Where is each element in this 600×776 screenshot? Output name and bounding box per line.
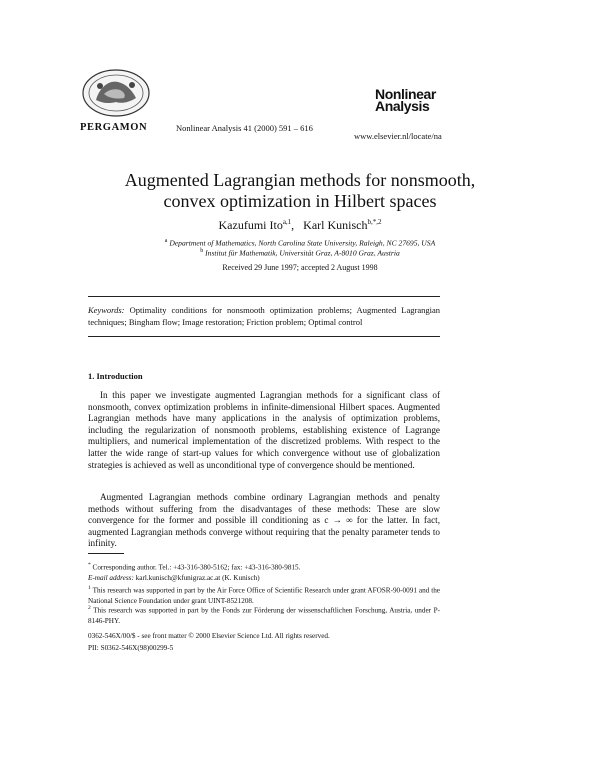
- keywords-label: Keywords:: [88, 305, 125, 315]
- affiliation: [60, 248, 540, 258]
- footnote-mark: 2: [88, 605, 91, 611]
- section-heading: 1. Introduction: [88, 371, 143, 381]
- author-name: Kazufumi Ito: [218, 218, 283, 232]
- footnote-text: Corresponding author. Tel.: +43-316-380-5162; fax: +43-316-380-9815.: [92, 563, 301, 572]
- journal-url[interactable]: www.elsevier.nl/locate/na: [354, 131, 442, 141]
- footnote-rule: [88, 553, 124, 554]
- affiliation-text: Institut für Mathematik, Universität Graz, A-8010 Graz, Austria: [205, 248, 400, 258]
- pii-line: PII: S0362-546X(98)00299-5: [88, 644, 174, 652]
- affiliation-mark: b: [200, 248, 204, 254]
- footnote-2: [88, 603, 440, 626]
- keywords-text: Optimality conditions for nonsmooth optimization problems; Augmented Lagrangian techniques; Bingham flow; Image restoration; Friction problem; Optimal control: [88, 305, 440, 327]
- journal-logo-line1: Nonlinear: [375, 86, 436, 102]
- received-dates: Received 29 June 1997; accepted 2 August 1998: [222, 263, 378, 272]
- keywords-bottom-rule: [88, 336, 440, 337]
- email-address[interactable]: karl.kunisch@kfunigraz.ac.at (K. Kunisch): [135, 573, 260, 582]
- email-label: E-mail address:: [88, 573, 134, 582]
- journal-logo: [375, 88, 455, 112]
- pergamon-seal-logo: [80, 68, 152, 118]
- author-list: Kazufumi Ito$^{a,1}$, Karl Kunisch$^{b,*,2}$: [218, 218, 382, 232]
- affiliation-mark: a: [164, 238, 168, 244]
- author-name: Karl Kunisch: [303, 218, 368, 232]
- footnote-text: This research was supported in part by the Air Force Office of Scientific Research under grant AFOSR-90-0091 and the National Science Foundation under grant UINT-8521208.: [88, 586, 441, 605]
- author-marks: b,*,2: [367, 218, 382, 226]
- title-line-2: convex optimization in Hilbert spaces: [163, 191, 437, 211]
- footnote-text: This research was supported in part by the Fonds zur Förderung der wissenschaftlichen Forschung, Austria, under P-8146-PHY.: [88, 606, 440, 625]
- title-line-1: Augmented Lagrangian methods for nonsmooth,: [124, 170, 476, 190]
- journal-logo-line2: Analysis: [375, 98, 430, 114]
- copyright-line: 0362-546X/00/$ - see front matter © 2000 Elsevier Science Ltd. All rights reserved.: [88, 632, 330, 640]
- footnote-mark: *: [88, 562, 91, 568]
- affiliation-text: Department of Mathematics, North Carolina State University, Raleigh, NC 27695, USA: [169, 238, 436, 248]
- affiliation: [60, 238, 540, 248]
- footnote-corresponding: [88, 560, 440, 583]
- footnote-mark: 1: [88, 585, 91, 591]
- article-title: [60, 170, 540, 212]
- journal-citation: Nonlinear Analysis 41 (2000) 591 – 616: [176, 123, 313, 133]
- intro-paragraph-1: In this paper we investigate augmented Lagrangian methods for a significant class of nonsmooth, convex optimization problems in infinite-dimensional Hilbert spaces. Augmented Lagrangian methods have many applications in the analysis of optimization problems, including the regularization of nonsmooth problems, establishing existence of Lagrange multipliers, and numerical implementation of the discretized problems. With respect to the latter the wide range of start-up values for which convergence without use of globalization strategies is achieved as well as unconditional type of convergence should be mentioned.: [88, 390, 440, 470]
- intro-paragraph-2: Augmented Lagrangian methods combine ordinary Lagrangian methods and penalty methods without suffering from the disadvantages of these methods: These are slow convergence for the former and possible ill conditioning as c → ∞ for the latter. In fact, augmented Lagrangian methods converge without requiring that the penalty parameter tends to infinity.: [88, 492, 440, 549]
- keywords-top-rule: [88, 296, 440, 297]
- keywords-block: [88, 304, 440, 328]
- publisher-name: PERGAMON: [80, 122, 148, 133]
- author-marks: a,1: [282, 218, 292, 226]
